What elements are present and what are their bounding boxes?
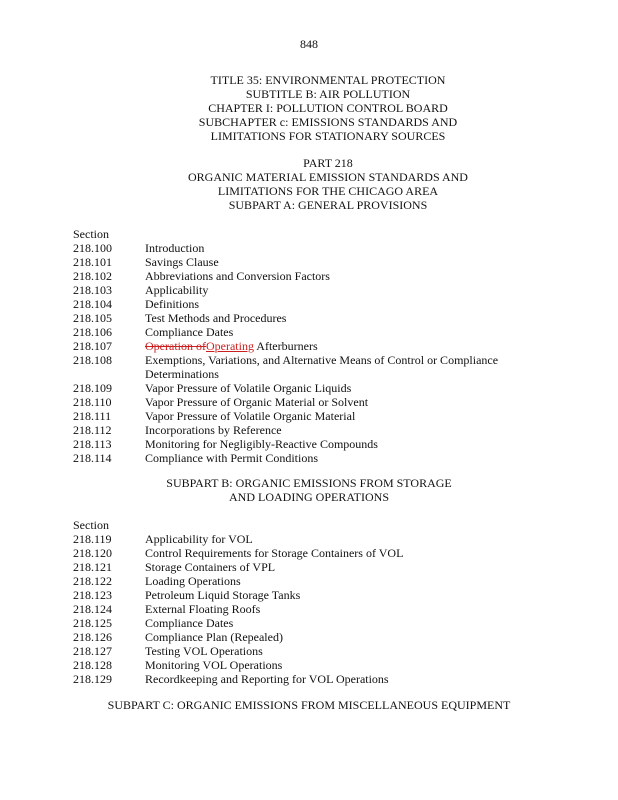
section-title: Testing VOL Operations [145,644,263,658]
section-number: 218.123 [73,588,112,602]
section-number: 218.111 [73,409,112,423]
section-title: Applicability for VOL [145,532,253,546]
section-row [73,353,553,367]
section-number: 218.109 [73,381,112,395]
section-row [73,381,553,395]
section-row [73,255,553,269]
section-row [73,532,553,546]
section-row-continuation [73,367,553,381]
section-title-revised [145,339,553,353]
section-title: Abbreviations and Conversion Factors [145,269,330,283]
subpart-b-heading-line-1: SUBPART B: ORGANIC EMISSIONS FROM STORAGE [166,476,452,490]
section-number: 218.114 [73,451,112,465]
deleted-text: Operation of [145,339,206,353]
section-row [73,630,553,644]
section-title: Petroleum Liquid Storage Tanks [145,588,301,602]
section-number: 218.101 [73,255,112,269]
section-row [73,574,553,588]
section-number: 218.103 [73,283,112,297]
section-title: Savings Clause [145,255,219,269]
subpart-c-heading: SUBPART C: ORGANIC EMISSIONS FROM MISCELLANEOUS EQUIPMENT [107,698,511,712]
section-title: Control Requirements for Storage Containers of VOL [145,546,404,560]
section-number: 218.108 [73,353,112,367]
chapter-line: CHAPTER I: POLLUTION CONTROL BOARD [208,101,448,115]
section-title: Compliance Plan (Repealed) [145,630,283,644]
section-number: 218.110 [73,395,112,409]
page-number: 848 [300,37,318,51]
title-line: TITLE 35: ENVIRONMENTAL PROTECTION [210,73,446,87]
section-title: Test Methods and Procedures [145,311,287,325]
section-row [73,588,553,602]
section-number: 218.122 [73,574,112,588]
subpart-b-heading-line-2: AND LOADING OPERATIONS [229,490,389,504]
section-number: 218.120 [73,546,112,560]
section-title: Monitoring for Negligibly-Reactive Compounds [145,437,378,451]
subpart-a-heading: SUBPART A: GENERAL PROVISIONS [228,198,428,212]
part-title-line-1: ORGANIC MATERIAL EMISSION STANDARDS AND [188,170,468,184]
section-row [73,451,553,465]
part-heading [0,156,618,212]
part-number: PART 218 [303,156,353,170]
section-row [73,311,553,325]
subpart-a-section-list [73,227,553,465]
section-title: Recordkeeping and Reporting for VOL Operations [145,672,389,686]
section-number: 218.128 [73,658,112,672]
subpart-b-section-list [73,518,553,686]
section-title-rest: Afterburners [253,339,318,353]
section-number: 218.113 [73,437,112,451]
section-row [73,672,553,686]
section-title: Introduction [145,241,205,255]
section-number: 218.125 [73,616,112,630]
section-title: Compliance Dates [145,325,234,339]
section-row-revised [73,339,553,353]
section-row [73,395,553,409]
regulation-header [0,73,618,143]
section-title: Definitions [145,297,199,311]
section-number: 218.105 [73,311,112,325]
section-number: 218.112 [73,423,112,437]
section-row [73,269,553,283]
section-row [73,658,553,672]
section-label: Section [73,518,109,532]
section-number: 218.102 [73,269,112,283]
section-title: External Floating Roofs [145,602,261,616]
section-title: Applicability [145,283,209,297]
section-title: Incorporations by Reference [145,423,282,437]
section-title-cont: Determinations [145,367,219,381]
section-title: Vapor Pressure of Volatile Organic Material [145,409,356,423]
section-number: 218.106 [73,325,112,339]
section-number: 218.124 [73,602,112,616]
section-row [73,616,553,630]
section-row [73,644,553,658]
section-number: 218.126 [73,630,112,644]
section-row [73,602,553,616]
section-title: Compliance with Permit Conditions [145,451,318,465]
section-row [73,546,553,560]
section-number: 218.107 [73,339,112,353]
section-row [73,409,553,423]
section-title: Monitoring VOL Operations [145,658,283,672]
subpart-b-heading [0,476,618,504]
section-title: Loading Operations [145,574,241,588]
subchapter-line-cont: LIMITATIONS FOR STATIONARY SOURCES [210,129,446,143]
section-row [73,437,553,451]
section-row [73,241,553,255]
section-number: 218.121 [73,560,112,574]
subtitle-line: SUBTITLE B: AIR POLLUTION [245,87,411,101]
part-title-line-2: LIMITATIONS FOR THE CHICAGO AREA [217,184,439,198]
section-row [73,560,553,574]
section-title: Vapor Pressure of Organic Material or Solvent [145,395,369,409]
section-row [73,283,553,297]
section-row [73,423,553,437]
section-number: 218.104 [73,297,112,311]
inserted-text: Operating [205,339,254,353]
section-title: Storage Containers of VPL [145,560,276,574]
section-number: 218.119 [73,532,112,546]
section-number: 218.129 [73,672,112,686]
section-row [73,325,553,339]
section-number: 218.127 [73,644,112,658]
section-number: 218.100 [73,241,112,255]
subchapter-line: SUBCHAPTER c: EMISSIONS STANDARDS AND [198,115,458,129]
section-row [73,297,553,311]
section-title: Vapor Pressure of Volatile Organic Liquids [145,381,352,395]
section-title: Exemptions, Variations, and Alternative Means of Control or Compliance [145,353,499,367]
section-label: Section [73,227,109,241]
section-title: Compliance Dates [145,616,234,630]
